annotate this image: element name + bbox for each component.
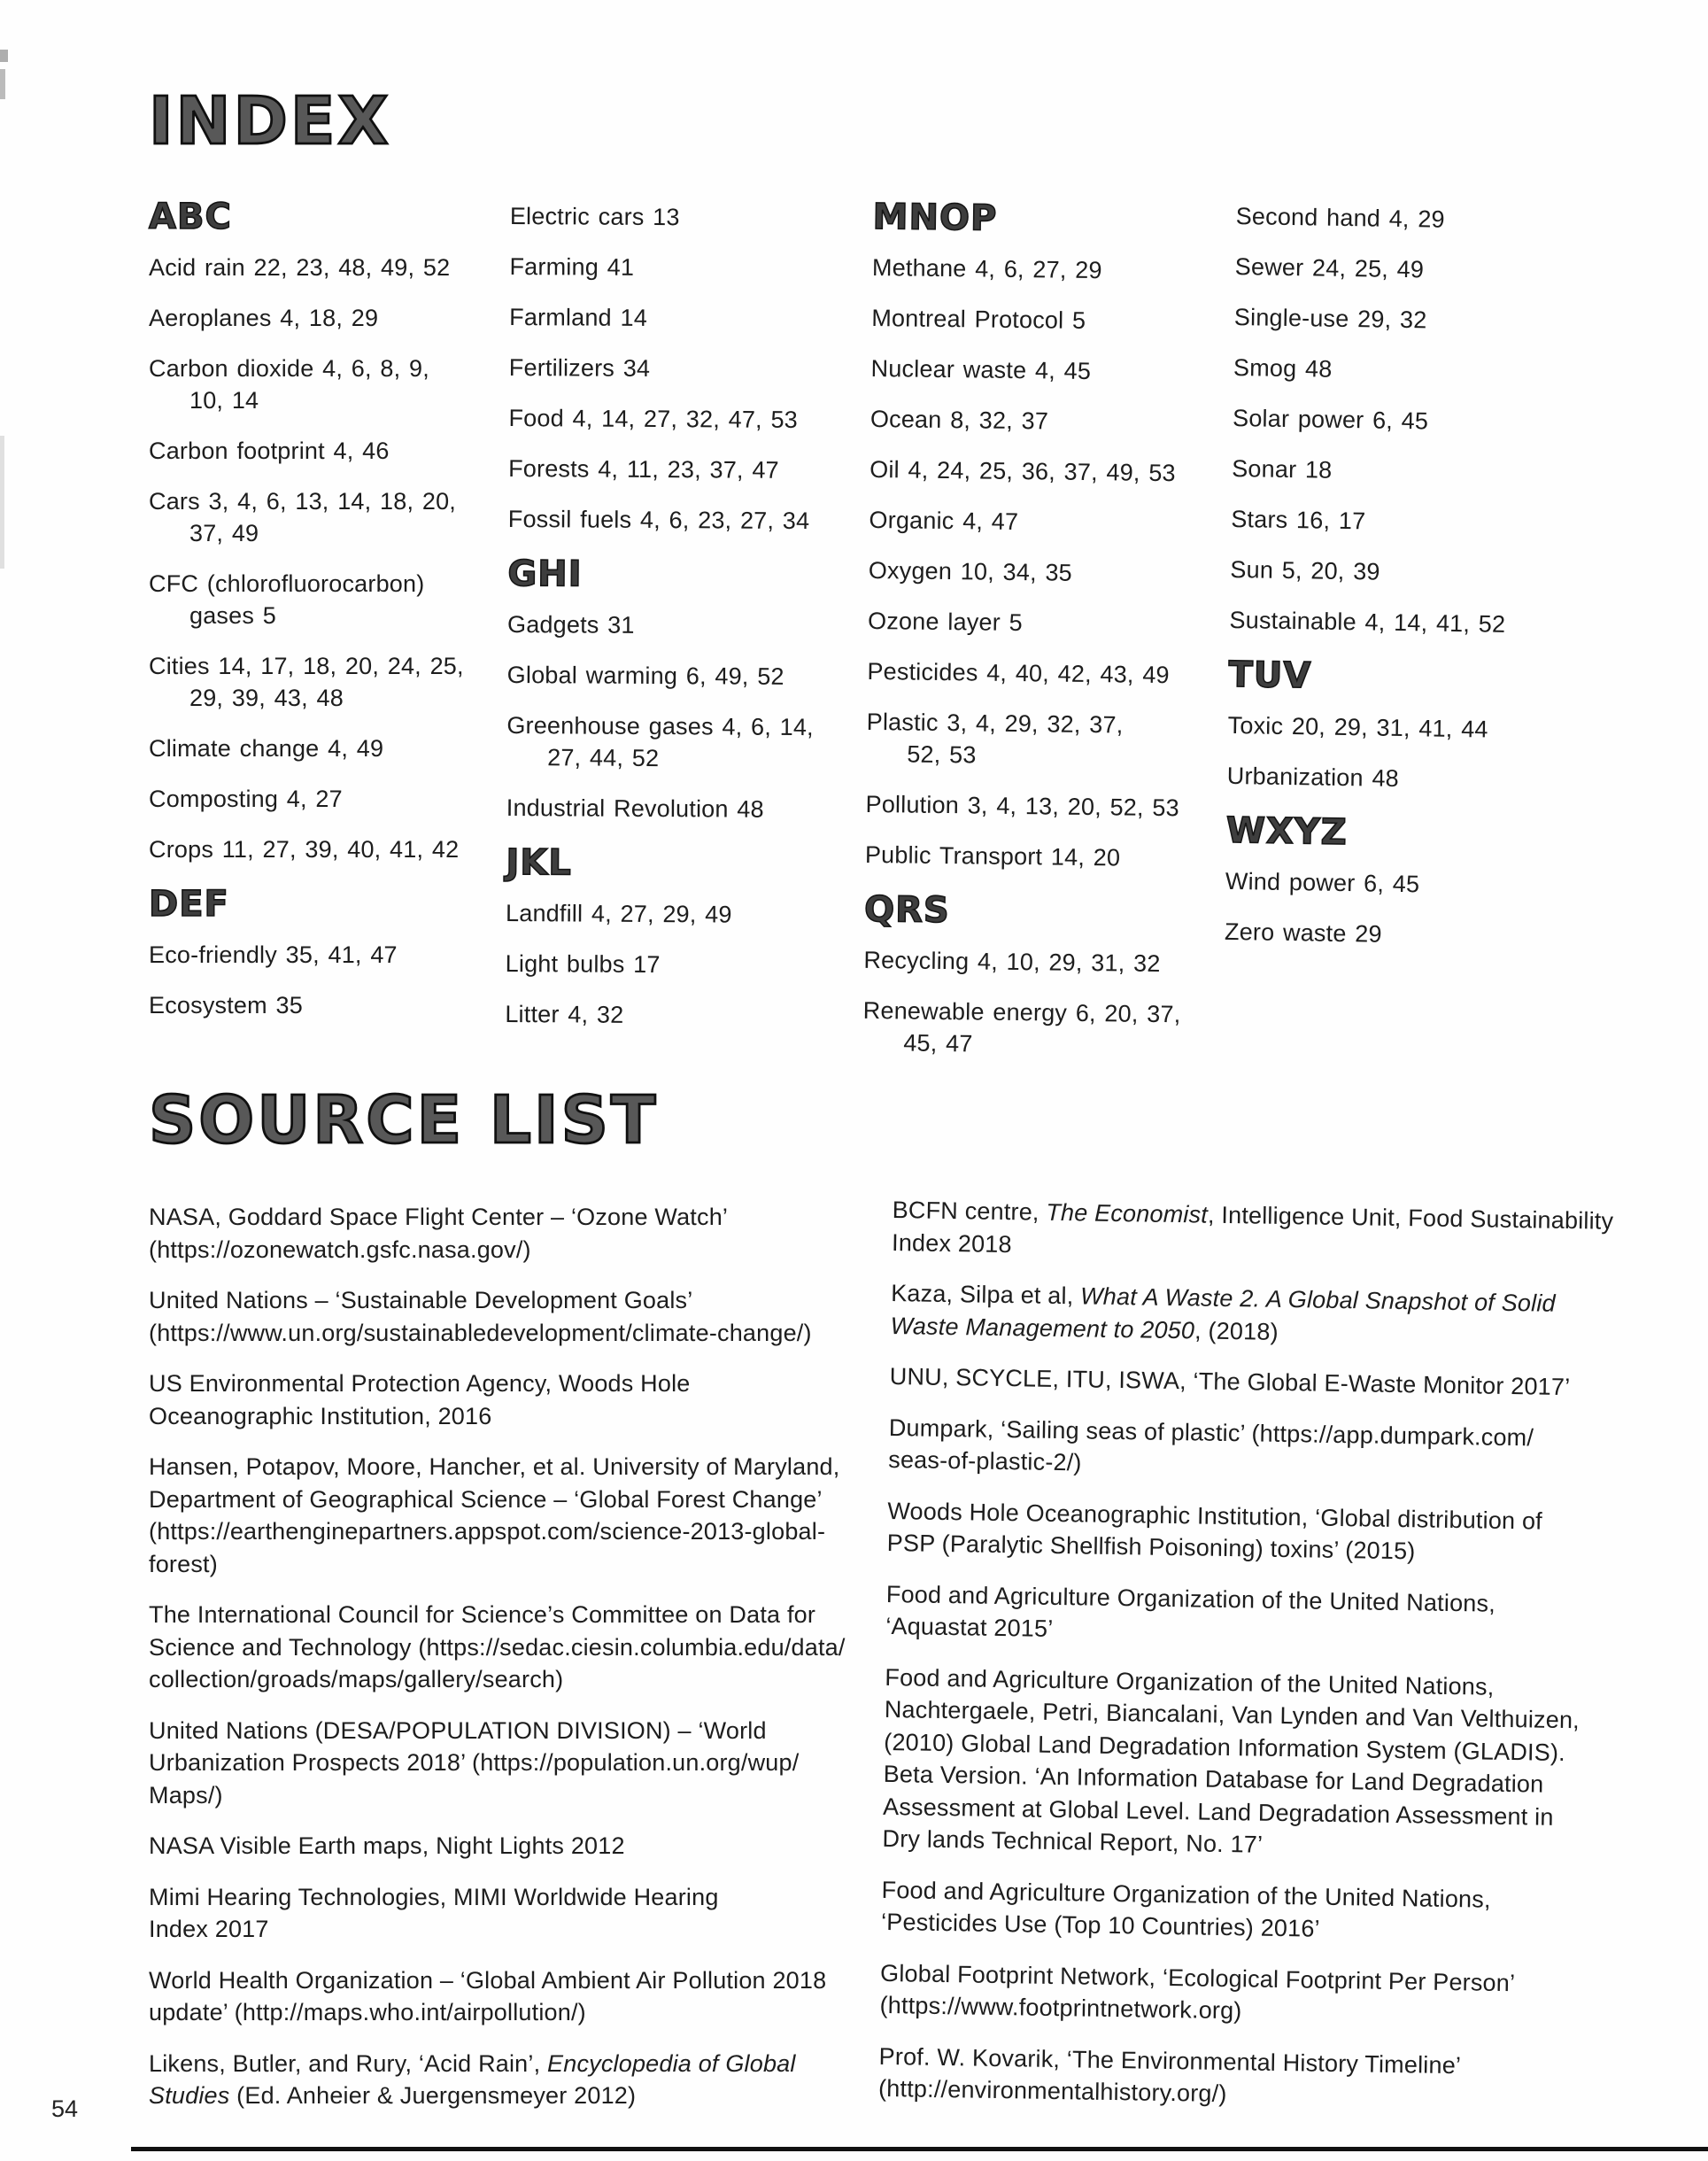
index-entry: Litter 4, 32 [505,1000,624,1028]
italic-text: Waste Management to 2050 [890,1312,1195,1344]
index-entry: Gadgets 31 [506,610,635,639]
source-entry: NASA, Goddard Space Flight Center – ‘Ozone Watch’ (https://ozonewatch.gsfc.nasa.gov/) [149,1204,729,1263]
index-entry: Organic 4, 47 [869,506,1019,536]
source-entry: Food and Agriculture Organization of the United Nations, Nachtergaele, Petri, Biancalani, Van Lynden and Van Velthuizen, (2010) Global Land Degradation Information System (GLADIS). Beta Version. ‘An Information Database for Land Degradation Assessment at Global Level. Land Degradation Assessment in Dry lands Technical Report, No. 17’ [882,1663,1580,1858]
index-entry: Fossil fuels 4, 6, 23, 27, 34 [507,505,810,535]
index-entry: Ecosystem 35 [149,992,303,1019]
index-entry: Methane 4, 6, 27, 29 [871,253,1102,284]
index-section-heading: JKL [506,841,572,884]
index-entry: Stars 16, 17 [1231,505,1366,535]
index-entry: Industrial Revolution 48 [506,794,764,823]
index-entry: Landfill 4, 27, 29, 49 [505,899,732,928]
index-entry: Sonar 18 [1232,454,1333,484]
index-section-heading: MNOP [872,197,998,239]
index-entry: Plastic 3, 4, 29, 32, 37, 52, 53 [866,708,1124,769]
source-list-right-column [878,1194,1672,2135]
source-entry: Food and Agriculture Organization of the United Nations, ‘Pesticides Use (Top 10 Countries) 2016’ [880,1876,1491,1942]
index-entry: Recycling 4, 10, 29, 31, 32 [863,946,1161,978]
index-entry: Aeroplanes 4, 18, 29 [149,305,379,331]
index-entry: Urbanization 48 [1226,762,1400,792]
index-entry: Carbon footprint 4, 46 [149,438,390,464]
index-entry: Climate change 4, 49 [149,735,384,762]
index-entry: Sustainable 4, 14, 41, 52 [1229,606,1506,638]
index-entry: Light bulbs 17 [505,949,661,979]
source-entry: NASA Visible Earth maps, Night Lights 2012 [149,1832,625,1859]
index-entry: Acid rain 22, 23, 48, 49, 52 [149,254,451,281]
index-entry: Electric cars 13 [509,202,680,231]
index-entry: Pesticides 4, 40, 42, 43, 49 [867,657,1170,689]
source-entry: Likens, Butler, and Rury, ‘Acid Rain’, Encyclopedia of Global Studies (Ed. Anheier & Juergensmeyer 2012) [149,2049,796,2109]
index-entry: Public Transport 14, 20 [864,840,1121,871]
index-section-heading: ABC [149,197,232,237]
index-entry: Farmland 14 [509,303,648,331]
source-entry: The International Council for Science’s Committee on Data for Science and Technology (https://sedac.ciesin.columbia.edu/data/ collection/groads/maps/gallery/search) [149,1601,846,1692]
index-entry: Smog 48 [1233,353,1333,383]
italic-text: Studies [149,2082,230,2109]
italic-text: What A Waste 2. A Global Snapshot of Solid [1079,1282,1556,1317]
index-entry: CFC (chlorofluorocarbon) gases 5 [149,570,425,629]
index-entry: Global warming 6, 49, 52 [506,661,784,690]
index-entry: Oil 4, 24, 25, 36, 37, 49, 53 [869,455,1176,487]
index-entry: Wind power 6, 45 [1225,867,1420,898]
index-entry: Oxygen 10, 34, 35 [868,556,1073,586]
index-title: INDEX [149,83,391,159]
index-column [862,197,1227,1081]
index-column [505,200,864,1050]
source-entry: Woods Hole Oceanographic Institution, ‘Global distribution of PSP (Paralytic Shellfish Poisoning) toxins’ (2015) [886,1497,1543,1565]
scan-artifact [0,69,5,99]
source-entry: Mimi Hearing Technologies, MIMI Worldwide Hearing Index 2017 [149,1883,719,1942]
source-entry: US Environmental Protection Agency, Woods Hole Oceanographic Institution, 2016 [149,1370,691,1429]
index-entry: Composting 4, 27 [149,786,343,812]
index-entry: Crops 11, 27, 39, 40, 41, 42 [149,836,460,863]
footer-rule [131,2147,1708,2151]
index-entry: Zero waste 29 [1224,918,1382,948]
source-entry: Hansen, Potapov, Moore, Hancher, et al. University of Maryland, Department of Geographical Science – ‘Global Forest Change’ (https://earthenginepartners.appspot.com/science-2013-global- forest) [149,1453,840,1577]
index-section-heading: QRS [863,888,951,932]
index-entry: Solar power 6, 45 [1232,404,1429,435]
source-entry: UNU, SCYCLE, ITU, ISWA, ‘The Global E-Waste Monitor 2017’ [889,1362,1571,1401]
italic-text: Encyclopedia of Global [547,2049,796,2077]
index-section-heading: DEF [149,884,229,925]
index-entry: Farming 41 [509,252,635,281]
index-entry: Food 4, 14, 27, 32, 47, 53 [508,404,799,433]
index-entry: Pollution 3, 4, 13, 20, 52, 53 [865,790,1180,822]
index-section-heading: GHI [507,553,583,595]
index-entry: Montreal Protocol 5 [871,304,1086,334]
index-entry: Single-use 29, 32 [1233,303,1427,334]
index-entry: Carbon dioxide 4, 6, 8, 9, 10, 14 [149,355,429,414]
page-number: 54 [51,2095,79,2122]
index-entry: Eco-friendly 35, 41, 47 [149,941,398,968]
index-entry: Cars 3, 4, 6, 13, 14, 18, 20, 37, 49 [149,488,457,546]
source-entry: Prof. W. Kovarik, ‘The Environmental History Timeline’ (http://environmentalhistory.org/) [877,2042,1462,2108]
italic-text: The Economist [1046,1198,1209,1228]
index-entry: Renewable energy 6, 20, 37, 45, 47 [862,996,1181,1057]
index-column [1224,200,1617,972]
index-entry: Ocean 8, 32, 37 [869,405,1049,435]
index-entry: Ozone layer 5 [867,607,1024,637]
source-entry: Dumpark, ‘Sailing seas of plastic’ (https://app.dumpark.com/ seas-of-plastic-2/) [888,1414,1534,1476]
scan-artifact [0,50,8,62]
source-entry: Global Footprint Network, ‘Ecological Footprint Per Person’ (https://www.footprintnetwork.org) [879,1959,1516,2025]
index-entry: Greenhouse gases 4, 6, 14, 27, 44, 52 [506,711,814,772]
index-entry: Second hand 4, 29 [1235,202,1446,233]
index-entry: Nuclear waste 4, 45 [870,354,1092,385]
source-entry: Food and Agriculture Organization of the United Nations, ‘Aquastat 2015’ [885,1580,1496,1642]
index-entry: Fertilizers 34 [508,353,651,382]
source-entry: World Health Organization – ‘Global Ambient Air Pollution 2018 update’ (http://maps.who.int/airpollution/) [149,1966,827,2025]
source-list-title: SOURCE LIST [149,1082,659,1158]
index-entry: Toxic 20, 29, 31, 41, 44 [1227,711,1488,743]
index-entry: Sun 5, 20, 39 [1230,555,1380,585]
source-entry: BCFN centre, The Economist, Intelligence Unit, Food Sustainability Index 2018 [891,1196,1614,1258]
index-entry: Cities 14, 17, 18, 20, 24, 25, 29, 39, 43, 48 [149,653,464,711]
index-section-heading: WXYZ [1225,809,1349,854]
index-column [149,197,503,1040]
source-entry: Kaza, Silpa et al, What A Waste 2. A Global Snapshot of Solid Waste Management to 2050, (2018) [890,1279,1556,1345]
index-entry: Forests 4, 11, 23, 37, 47 [508,454,779,484]
index-section-heading: TUV [1228,654,1312,697]
source-list-left-column [149,1201,928,2131]
source-entry: United Nations (DESA/POPULATION DIVISION) – ‘World Urbanization Prospects 2018’ (https://population.un.org/wup/ Maps/) [149,1716,800,1809]
source-entry: United Nations – ‘Sustainable Development Goals’ (https://www.un.org/sustainabledevelopment/climate-change/) [149,1287,812,1346]
index-entry: Sewer 24, 25, 49 [1234,252,1425,283]
scan-artifact [0,436,4,569]
